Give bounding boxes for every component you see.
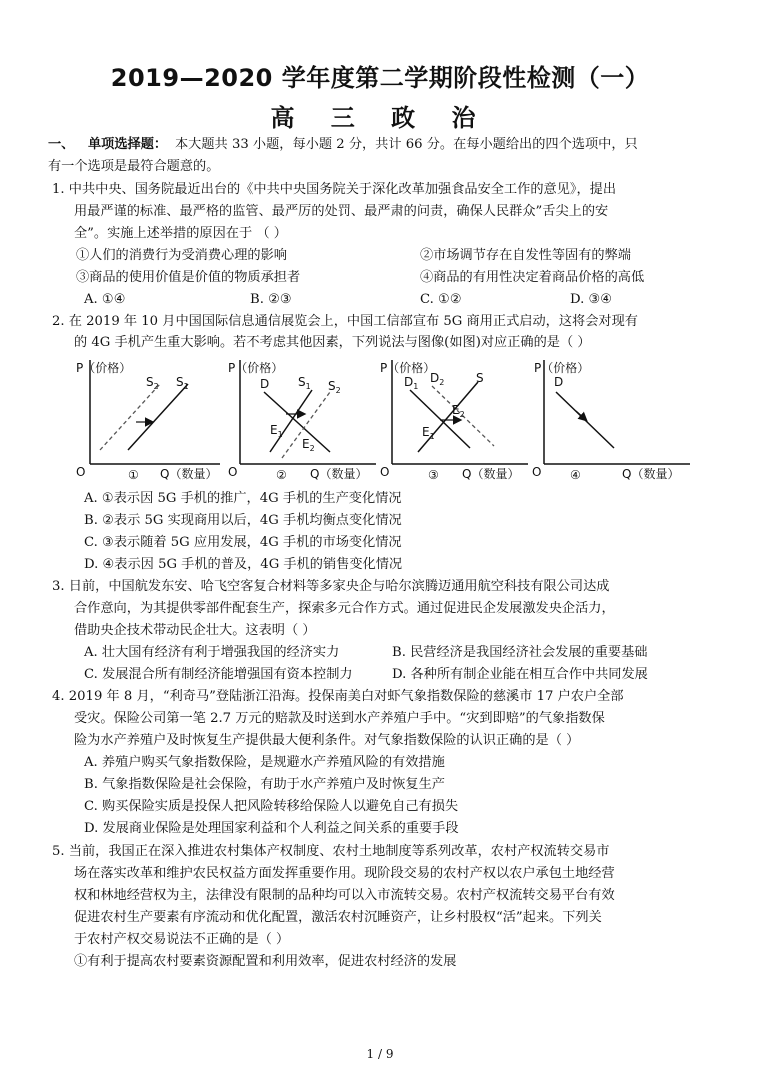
movement-arrow bbox=[576, 411, 586, 420]
price-axis-label: P（价格） bbox=[76, 361, 132, 375]
q5-stem-line: 促进农村生产要素有序流动和优化配置，激活农村沉睡资产，让乡村股权“活”起来。下列关 bbox=[74, 910, 602, 925]
q3-option-d: D. 各种所有制企业能在相互合作中共同发展 bbox=[392, 667, 648, 682]
page-number: 1 / 9 bbox=[366, 1047, 394, 1061]
exam-subject: 高 三 政 治 bbox=[270, 104, 490, 132]
q2-stem-line: 2. 在 2019 年 10 月中国国际信息通信展览会上，中国工信部宣布 5G 商用正式启动，这将会对现有 bbox=[52, 314, 638, 329]
q2-option-a: A. ①表示因 5G 手机的推广，4G 手机的生产变化情况 bbox=[84, 491, 402, 506]
q1-statement-1: ①人们的消费行为受消费心理的影响 bbox=[76, 248, 287, 263]
q1-statement-3: ③商品的使用价值是价值的物质承担者 bbox=[76, 270, 301, 285]
curve-label: D bbox=[554, 375, 564, 389]
graph-2 bbox=[226, 352, 386, 484]
price-axis-label: P（价格） bbox=[380, 361, 436, 375]
q4-stem-line: 受灾。保险公司第一笔 2.7 万元的赔款及时送到水产养殖户手中。“灾到即赔”的气象指数保 bbox=[74, 711, 605, 726]
origin-label: O bbox=[228, 465, 238, 479]
graph-3 bbox=[378, 352, 538, 484]
curve-label: $S_1$ bbox=[176, 375, 189, 391]
q1-statement-4: ④商品的有用性决定着商品价格的高低 bbox=[420, 270, 645, 285]
graph-4 bbox=[530, 352, 700, 484]
curve-label: $S_1$ bbox=[298, 375, 311, 391]
q2-option-c: C. ③表示随着 5G 应用发展，4G 手机的市场变化情况 bbox=[84, 535, 402, 550]
supply-curve-s2 bbox=[100, 384, 160, 450]
supply-curve-s1 bbox=[128, 384, 188, 450]
section-heading: 单项选择题： bbox=[88, 137, 168, 152]
demand-curve-d bbox=[264, 392, 330, 452]
q5-stem-line: 权和林地经营权为主，法律没有限制的品种均可以入市流转交易。农村产权流转交易平台有效 bbox=[74, 888, 615, 903]
q5-stem-line: 5. 当前，我国正在深入推进农村集体产权制度、农村土地制度等系列改革，农村产权流转交易市 bbox=[52, 844, 610, 859]
q1-stem-line: 1. 中共中央、国务院最近出台的《中共中央国务院关于深化改革加强食品安全工作的意见》，提出 bbox=[52, 182, 617, 197]
curve-label: $S_2$ bbox=[328, 379, 341, 395]
demand-curve-d1 bbox=[410, 390, 470, 448]
quantity-axis-label: Q（数量） bbox=[462, 467, 520, 481]
price-axis-label: P（价格） bbox=[228, 361, 284, 375]
q1-option-d: D. ③④ bbox=[570, 292, 613, 307]
q3-option-a: A. 壮大国有经济有利于增强我国的经济实力 bbox=[84, 645, 340, 660]
supply-curve-s bbox=[418, 382, 478, 452]
equilibrium-label: $E_2$ bbox=[302, 437, 315, 453]
exam-title: 2019—2020 学年度第二学期阶段性检测（一） bbox=[110, 64, 650, 92]
q2-option-d: D. ④表示因 5G 手机的普及，4G 手机的销售变化情况 bbox=[84, 557, 403, 572]
q2-stem-line: 的 4G 手机产生重大影响。若不考虑其他因素，下列说法与图像(如图)对应正确的是（ ） bbox=[74, 335, 591, 350]
curve-label: S bbox=[476, 371, 484, 385]
quantity-axis-label: Q（数量） bbox=[310, 467, 368, 481]
q3-stem-line: 3. 日前，中国航发东安、哈飞空客复合材料等多家央企与哈尔滨腾迈通用航空科技有限公司达成 bbox=[52, 579, 610, 594]
origin-label: O bbox=[532, 465, 542, 479]
q1-stem-line: 用最严谨的标准、最严格的监管、最严厉的处罚、最严肃的问责，确保人民群众”舌尖上的安 bbox=[74, 204, 609, 219]
equilibrium-label: $E_1$ bbox=[270, 423, 283, 439]
curve-label: D bbox=[260, 377, 270, 391]
graph-number: ① bbox=[128, 468, 139, 482]
q4-option-a: A. 养殖户购买气象指数保险，是规避水产养殖风险的有效措施 bbox=[84, 755, 445, 770]
graph-1 bbox=[70, 352, 230, 484]
q5-statement-1: ①有利于提高农村要素资源配置和利用效率，促进农村经济的发展 bbox=[74, 954, 457, 969]
curve-label: $S_2$ bbox=[146, 375, 159, 391]
origin-label: O bbox=[76, 465, 86, 479]
curve-label: $D_1$ bbox=[404, 375, 419, 391]
origin-label: O bbox=[380, 465, 390, 479]
curve-label: $D_2$ bbox=[430, 371, 445, 387]
q3-option-c: C. 发展混合所有制经济能增强国有资本控制力 bbox=[84, 667, 353, 682]
section-label: 一、 bbox=[48, 137, 75, 152]
graph-number: ③ bbox=[428, 468, 439, 482]
q1-stem-line: 全”。实施上述举措的原因在于 （ ） bbox=[74, 226, 287, 241]
q4-option-b: B. 气象指数保险是社会保险，有助于水产养殖户及时恢复生产 bbox=[84, 777, 445, 792]
q1-statement-2: ②市场调节存在自发性等固有的弊端 bbox=[420, 248, 631, 263]
q5-stem-line: 场在落实改革和维护农民权益方面发挥重要作用。现阶段交易的农村产权以农户承包土地经营 bbox=[74, 866, 615, 881]
q4-option-c: C. 购买保险实质是投保人把风险转移给保险人以避免自己有损失 bbox=[84, 799, 459, 814]
q2-option-b: B. ②表示 5G 实现商用以后，4G 手机均衡点变化情况 bbox=[84, 513, 402, 528]
q1-option-b: B. ②③ bbox=[250, 292, 292, 307]
equilibrium-label: $E_1$ bbox=[422, 425, 435, 441]
section-intro-line: 本大题共 33 小题，每小题 2 分，共计 66 分。在每小题给出的四个选项中，只 bbox=[175, 137, 638, 152]
demand-curve-d bbox=[556, 392, 614, 448]
q5-stem-line: 于农村产权交易说法不正确的是（ ） bbox=[74, 932, 290, 947]
section-intro-line: 有一个选项是最符合题意的。 bbox=[48, 159, 220, 174]
quantity-axis-label: Q（数量） bbox=[622, 467, 680, 481]
quantity-axis-label: Q（数量） bbox=[160, 467, 218, 481]
price-axis-label: P（价格） bbox=[534, 361, 590, 375]
q1-option-c: C. ①② bbox=[420, 292, 462, 307]
q4-stem-line: 险为水产养殖户及时恢复生产提供最大便利条件。对气象指数保险的认识正确的是（ ） bbox=[74, 733, 580, 748]
q1-option-a: A. ①④ bbox=[84, 292, 126, 307]
q3-option-b: B. 民营经济是我国经济社会发展的重要基础 bbox=[392, 645, 648, 660]
equilibrium-label: $E_2$ bbox=[452, 403, 465, 419]
q3-stem-line: 合作意向，为其提供零部件配套生产，探索多元合作方式。通过促进民企发展激发央企活力， bbox=[74, 601, 615, 616]
q4-stem-line: 4. 2019 年 8 月，“利奇马”登陆浙江沿海。投保南美白对虾气象指数保险的慈溪市 17 户农户全部 bbox=[52, 689, 624, 704]
graph-number: ② bbox=[276, 468, 287, 482]
q4-option-d: D. 发展商业保险是处理国家利益和个人利益之间关系的重要手段 bbox=[84, 821, 459, 836]
graph-number: ④ bbox=[570, 468, 581, 482]
q3-stem-line: 借助央企技术带动民企壮大。这表明（ ） bbox=[74, 623, 316, 638]
